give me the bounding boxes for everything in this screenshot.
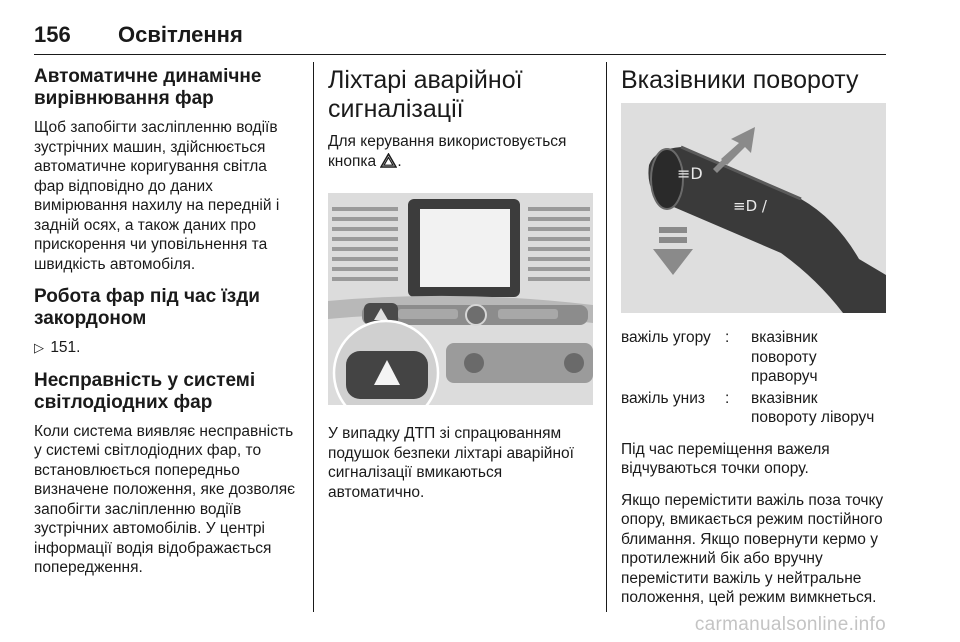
column-middle	[328, 66, 593, 514]
hazard-triangle-icon	[380, 153, 397, 168]
heading-led-fault: Несправність у системі світлодіодних фар	[34, 369, 256, 413]
definition-row	[621, 389, 886, 430]
heading-turn-signals: Вказівники повороту	[621, 66, 859, 94]
hazard-intro-text: Для керування використовується кнопка	[328, 133, 567, 170]
paragraph-led-fault: Коли система виявляє несправність у системі світлодіодних фар, то встановлюється попередньо визначене положення, яке дозволяє запобігти засліпленню водіїв зустрічних автомобілів. У центрі інформації водія відображається попередження.	[34, 422, 296, 576]
definition-term: важіль униз	[621, 389, 705, 407]
column-divider	[313, 62, 314, 612]
column-right	[621, 66, 886, 620]
column-divider	[606, 62, 607, 612]
definition-term: важіль угору	[621, 329, 711, 346]
heading-driving-abroad: Робота фар під час їзди закордоном	[34, 286, 260, 329]
definition-separator: :	[725, 389, 730, 407]
column-left	[34, 66, 296, 590]
watermark: carmanualsonline.info	[694, 614, 886, 635]
turn-signal-lever-illustration	[621, 103, 886, 313]
paragraph-resistance-points: Під час переміщення важеля відчуваються точки опору.	[621, 440, 830, 477]
page-number: 156	[34, 22, 71, 47]
definition-description: вказівник повороту ліворуч	[751, 389, 875, 426]
paragraph-hazard-intro	[328, 132, 593, 171]
arrow-reference-icon: ▷	[34, 340, 44, 355]
direction-definitions	[621, 328, 886, 430]
page-title: Освітлення	[118, 22, 243, 47]
hazard-button-illustration	[328, 193, 593, 405]
definition-row	[621, 328, 886, 389]
definition-separator: :	[725, 329, 730, 346]
page-reference[interactable]	[34, 338, 296, 358]
heading-hazard-lights: Ліхтарі аварійної сигналізації	[328, 66, 523, 123]
paragraph-hazard-auto: У випадку ДТП зі спрацюванням подушок безпеки ліхтарі аварійної сигналізації вмикаються автоматично.	[328, 425, 574, 501]
paragraph-continuous-flash: Якщо перемістити важіль поза точку опору, вмикається режим постійного блимання. Якщо повернути кермо у протилежний бік або вручну перемістити важіль у нейтральне положення, цей режим вимкнеться.	[621, 491, 884, 606]
reference-page: 151.	[50, 339, 81, 356]
hazard-intro-end: .	[397, 152, 402, 170]
svg-text:≡D /: ≡D /	[733, 197, 767, 215]
svg-text:≡D: ≡D	[677, 164, 703, 183]
heading-auto-leveling: Автоматичне динамічне вирівнювання фар	[34, 66, 262, 109]
definition-description: вказівник повороту праворуч	[751, 329, 818, 385]
page-header	[34, 20, 886, 55]
paragraph-auto-leveling: Щоб запобігти засліпленню водіїв зустрічних машин, здійснюється автоматичне коригування світла фар відповідно до даних вимірювання нахилу на передній і задній осях, а також даних про прискорення чи уповільнення та швидкість автомобіля.	[34, 119, 280, 273]
